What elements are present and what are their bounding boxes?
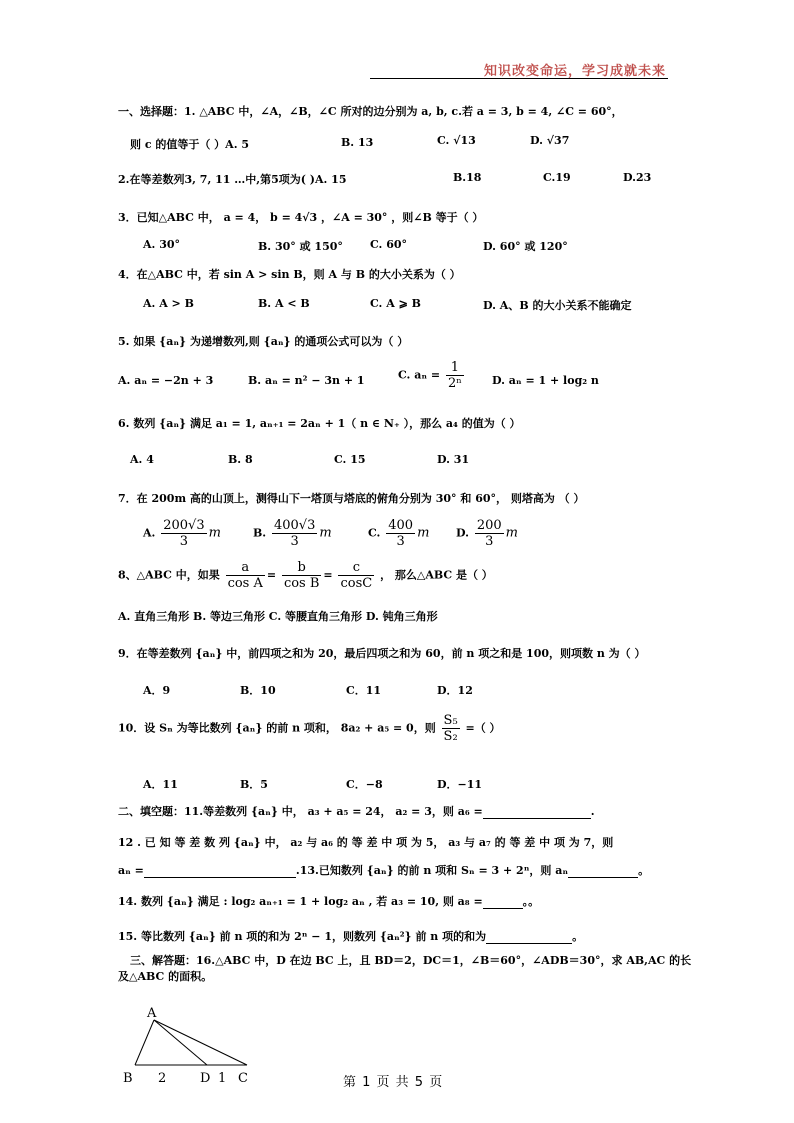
q13-end: 。 (638, 864, 650, 877)
q8-stem-prefix: 8、△ABC 中，如果 (118, 568, 220, 582)
side-ab (135, 1020, 154, 1065)
q7-option-a-fraction (161, 518, 206, 549)
fraction-denominator: 3 (396, 534, 405, 549)
fraction-denominator: 3 (179, 534, 189, 549)
triangle-figure (110, 1000, 260, 1090)
unit-m: m (505, 525, 518, 541)
q3-option-d: D. 60° 或 120° (483, 240, 568, 253)
q10-stem (118, 713, 501, 744)
q5-option-d: D. aₙ = 1 + log₂ n (492, 374, 599, 387)
label-b: B (123, 1071, 133, 1086)
header-divider (370, 78, 668, 79)
q7-option-a (143, 518, 221, 549)
q16-stem-2: 及△ABC 的面积。 (118, 970, 213, 983)
q1-option-d: D. √37 (530, 134, 570, 147)
q10-option-a: A．11 (143, 778, 178, 791)
q11-answer-blank[interactable] (483, 806, 591, 819)
q2-option-b: B.18 (453, 171, 482, 184)
unit-m: m (417, 525, 430, 541)
q1-stem-2: 则 c 的值等于（ ）A. 5 (130, 138, 250, 151)
q3-stem: 3．已知△ABC 中， a = 4， b = 4√3 ，∠A = 30° ，则∠B 等于（ ） (118, 211, 484, 224)
q15-stem (118, 928, 583, 944)
q14-stem (118, 893, 539, 909)
q6-option-b: B. 8 (228, 453, 253, 466)
q9-stem: 9．在等差数列 {aₙ} 中，前四项之和为 20，最后四项之和为 60，前 n 项之和是 100，则项数 n 为（ ） (118, 647, 646, 660)
q4-option-d: D. A、B 的大小关系不能确定 (483, 299, 632, 312)
q7-option-c-label: C. (368, 526, 381, 540)
q1-option-b: B. 13 (341, 136, 374, 149)
q12-answer-label: aₙ = (118, 864, 144, 877)
q9-option-b: B．10 (240, 684, 276, 697)
q7-option-c-fraction (386, 518, 415, 549)
q8-fraction-c (338, 560, 374, 591)
q9-option-c: C．11 (346, 684, 382, 697)
q8-stem (118, 560, 493, 591)
label-bd-length: 2 (158, 1071, 167, 1086)
header-title: 知识改变命运，学习成就未来 (483, 64, 666, 79)
q2-stem: 2.在等差数列3, 7, 11 …中,第5项为( )A. 15 (118, 173, 347, 186)
unit-m: m (319, 525, 332, 541)
q5-option-c (398, 360, 466, 391)
label-a: A (147, 1006, 157, 1021)
q4-option-b: B. A < B (258, 297, 310, 310)
fraction-denominator: 2ⁿ (447, 376, 462, 391)
fraction-denominator: cosC (340, 576, 373, 591)
label-c: C (238, 1071, 248, 1086)
q10-option-c: C．−8 (346, 778, 383, 791)
q12-13-line (118, 862, 649, 878)
fraction-numerator: 200√3 (163, 518, 205, 533)
q6-option-d: D. 31 (437, 453, 470, 466)
q13-text: .13.已知数列 {aₙ} 的前 n 项和 Sₙ = 3 + 2ⁿ，则 aₙ (295, 864, 569, 877)
q15-text: 15. 等比数列 {aₙ} 前 n 项的和为 2ⁿ − 1，则数列 {aₙ²} 前 n 项的和为 (118, 930, 487, 943)
q6-option-c: C. 15 (334, 453, 366, 466)
label-dc-length: 1 (218, 1071, 227, 1086)
equals-sign: = (266, 568, 277, 582)
fraction-denominator: cos B (283, 576, 320, 591)
fraction-denominator: S₂ (443, 729, 458, 744)
q7-option-b-fraction (272, 518, 317, 549)
q16-stem: 三、解答题：16.△ABC 中，D 在边 BC 上，且 BD＝2，DC＝1，∠B＝60°，∠ADB＝30°，求 AB,AC 的长 (130, 954, 692, 967)
q14-end: 。。 (522, 895, 540, 908)
fraction-numerator: a (226, 560, 265, 576)
q1-option-c: C. √13 (437, 134, 476, 147)
q7-option-b-label: B. (253, 526, 267, 540)
q13-answer-blank[interactable] (568, 865, 638, 878)
q14-answer-blank[interactable] (483, 896, 523, 909)
q8-stem-suffix: ， 那么△ABC 是（ ） (380, 568, 493, 582)
fraction-numerator: c (338, 560, 374, 576)
q10-stem-suffix: =（ ） (465, 721, 501, 735)
q5-option-c-fraction (446, 360, 464, 391)
q7-option-d-fraction (475, 518, 504, 549)
q2-option-c: C.19 (543, 171, 571, 184)
segment-ad (154, 1020, 207, 1065)
q7-option-d-label: D. (456, 526, 469, 540)
equals-sign: = (323, 568, 333, 582)
q9-option-a: A．9 (143, 684, 171, 697)
q11-end: . (590, 805, 595, 818)
q4-option-c: C. A ⩾ B (370, 297, 421, 310)
q6-stem: 6. 数列 {aₙ} 满足 a₁ = 1, aₙ₊₁ = 2aₙ + 1（ n ∈ N₊ ），那么 a₄ 的值为（ ） (118, 417, 521, 430)
side-ac (154, 1020, 247, 1065)
fraction-numerator: 200 (476, 518, 502, 533)
q7-option-c (368, 518, 429, 549)
q4-option-a: A. A > B (143, 297, 194, 310)
q10-option-b: B．5 (240, 778, 268, 791)
fraction-numerator: S₅ (443, 713, 458, 728)
q6-option-a: A. 4 (130, 453, 154, 466)
fraction-numerator: 400 (388, 518, 414, 533)
label-d: D (200, 1071, 211, 1086)
q3-option-c: C. 60° (370, 238, 408, 251)
q12-stem: 12 . 已 知 等 差 数 列 {aₙ} 中， a₂ 与 a₆ 的 等 差 中 项 为 5， a₃ 与 a₇ 的 等 差 中 项 为 7，则 (118, 836, 614, 849)
q5-option-b: B. aₙ = n² − 3n + 1 (248, 374, 365, 387)
q14-text: 14. 数列 {aₙ} 满足 : log₂ aₙ₊₁ = 1 + log₂ aₙ , 若 a₃ = 10, 则 a₈ = (118, 895, 483, 908)
q9-option-d: D．12 (437, 684, 473, 697)
fraction-numerator: 400√3 (273, 518, 316, 533)
q5-stem: 5. 如果 {aₙ} 为递增数列,则 {aₙ} 的通项公式可以为（ ） (118, 335, 409, 348)
q1-stem: 一、选择题：1. △ABC 中，∠A，∠B，∠C 所对的边分别为 a, b, c.若 a = 3, b = 4, ∠C = 60°， (118, 105, 623, 118)
q5-option-a: A. aₙ = −2n + 3 (118, 374, 214, 387)
fraction-denominator: cos A (227, 576, 263, 591)
q8-fraction-b (282, 560, 321, 591)
q11-text: 二、填空题：11.等差数列 {aₙ} 中， a₃ + a₅ = 24， a₂ = 3，则 a₆ = (118, 805, 483, 818)
q3-option-a: A. 30° (143, 238, 181, 251)
q12-answer-blank[interactable] (144, 865, 296, 878)
q15-answer-blank[interactable] (486, 931, 572, 944)
q7-option-d (456, 518, 518, 549)
q7-option-a-label: A. (143, 526, 156, 540)
q5-option-c-label: C. aₙ = (398, 368, 441, 382)
q7-stem: 7．在 200m 高的山顶上，测得山下一塔顶与塔底的俯角分别为 30° 和 60°， 则塔高为 （ ） (118, 492, 585, 505)
q8-fraction-a (226, 560, 265, 591)
q3-option-b: B. 30° 或 150° (258, 240, 343, 253)
q10-stem-prefix: 10．设 Sₙ 为等比数列 {aₙ} 的前 n 项和， 8a₂ + a₅ = 0，则 (118, 721, 436, 735)
q4-stem: 4．在△ABC 中，若 sin A > sin B，则 A 与 B 的大小关系为（ ） (118, 268, 461, 281)
fraction-denominator: 3 (485, 534, 494, 549)
q10-option-d: D．−11 (437, 778, 483, 791)
fraction-denominator: 3 (290, 534, 299, 549)
q7-option-b (253, 518, 332, 549)
q10-fraction (442, 713, 460, 744)
fraction-numerator: 1 (446, 360, 464, 376)
q15-end: 。 (572, 930, 584, 943)
q2-option-d: D.23 (623, 171, 652, 184)
q11-stem (118, 803, 595, 819)
fraction-numerator: b (282, 560, 321, 576)
unit-m: m (208, 525, 221, 541)
page-footer: 第 1 页 共 5 页 (343, 1075, 444, 1090)
q8-options: A. 直角三角形 B. 等边三角形 C. 等腰直角三角形 D. 钝角三角形 (118, 610, 438, 623)
